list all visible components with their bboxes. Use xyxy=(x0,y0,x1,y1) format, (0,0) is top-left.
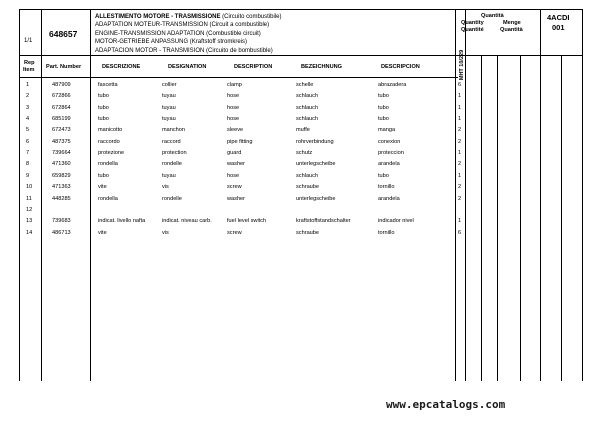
column-bezeichnung: BEZEICHNUNG xyxy=(301,64,343,70)
rep-cell: 11 xyxy=(26,195,32,202)
bezeichnung-cell: schlauch xyxy=(296,104,319,111)
qty-divider-2 xyxy=(481,55,482,381)
description-cell: fuel level switch xyxy=(227,218,267,225)
column-item: Item xyxy=(23,67,35,73)
descrizione-cell: tubo xyxy=(98,93,109,100)
top-border xyxy=(19,9,583,10)
title-line-es: ADAPTACION MOTOR - TRANSMISION (Circuito de bombustible) xyxy=(95,47,273,54)
page-index: 1/1 xyxy=(24,38,33,44)
rep-cell: 6 xyxy=(26,138,30,145)
vertical-code: MHT 10/229 xyxy=(459,49,465,81)
model-divider xyxy=(561,55,562,381)
designation-cell: tuyau xyxy=(162,104,176,111)
title-divider xyxy=(90,9,91,381)
descrizione-cell: rondella xyxy=(98,195,118,202)
part-number-cell: 487909 xyxy=(52,82,71,88)
quantity-cell: 2 xyxy=(458,195,462,202)
descripcion-cell: tubo xyxy=(378,93,389,100)
left-border xyxy=(19,9,20,381)
descripcion-cell: tubo xyxy=(378,172,389,179)
description-cell: clamp xyxy=(227,82,242,88)
part-number-cell: 672866 xyxy=(52,93,71,100)
description-cell: screw xyxy=(227,184,242,191)
column-part-number: Part. Number xyxy=(46,64,82,70)
designation-cell: protection xyxy=(162,150,187,157)
quantity-label-fr: Quantité xyxy=(461,27,484,33)
rep-cell: 12 xyxy=(26,206,33,213)
title-line-it: ALLESTIMENTO MOTORE - TRASMISSIONE (Circuito combustibile) xyxy=(95,14,282,20)
part-number-cell: 448285 xyxy=(52,195,71,202)
quantity-cell: 6 xyxy=(458,82,462,88)
column-description: DESCRIPTION xyxy=(234,64,273,70)
part-number-cell: 486713 xyxy=(52,229,71,236)
description-cell: hose xyxy=(227,116,240,123)
part-number-cell: 471360 xyxy=(52,161,71,168)
rep-cell: 9 xyxy=(26,172,30,179)
descrizione-cell: manicotto xyxy=(98,127,123,134)
descrizione-cell: indicat. livello nafta xyxy=(98,218,146,225)
column-designation: DESIGNATION xyxy=(168,64,207,70)
rep-cell: 7 xyxy=(26,150,30,157)
rep-cell: 3 xyxy=(26,104,30,111)
descrizione-cell: tubo xyxy=(98,104,109,111)
header-bottom-line xyxy=(19,55,583,56)
designation-cell: raccord xyxy=(162,138,181,145)
qty-divider-4 xyxy=(520,55,521,381)
model-variant: 001 xyxy=(552,23,565,32)
model-left-border xyxy=(540,9,541,381)
part-number-cell: 487375 xyxy=(52,138,71,145)
descrizione-cell: rondella xyxy=(98,161,118,168)
title-line-en: ENGINE-TRANSMISSION ADAPTATION (Combustible circuit) xyxy=(95,30,261,37)
bezeichnung-cell: schlauch xyxy=(296,93,319,100)
designation-cell: tuyau xyxy=(162,93,176,100)
rep-cell: 4 xyxy=(26,116,30,123)
qty-divider-1 xyxy=(465,9,466,381)
quantity-cell: 2 xyxy=(458,161,462,168)
part-number-cell: 685199 xyxy=(52,116,71,123)
descrizione-cell: raccordo xyxy=(98,138,120,145)
column-descripcion: DESCRIPCION xyxy=(381,64,420,70)
bezeichnung-cell: kraftstoffstandschalter xyxy=(296,218,351,225)
quantity-label-it: Quantità xyxy=(481,13,504,19)
bezeichnung-cell: schraube xyxy=(296,184,320,191)
part-number-cell: 672864 xyxy=(52,104,71,111)
descripcion-cell: proteccion xyxy=(378,150,404,157)
quantity-cell: 1 xyxy=(458,150,462,157)
bezeichnung-cell: muffe xyxy=(296,127,310,134)
quantity-cell: 2 xyxy=(458,127,462,134)
designation-cell: manchon xyxy=(162,127,186,134)
part-number-cell: 739683 xyxy=(52,218,71,225)
designation-cell: rondelle xyxy=(162,195,182,202)
part-number-cell: 471363 xyxy=(52,184,71,191)
descripcion-cell: manga xyxy=(378,127,396,134)
description-cell: pipe fitting xyxy=(227,138,253,145)
designation-cell: vis xyxy=(162,184,169,191)
descripcion-cell: abrazadera xyxy=(378,82,407,88)
title-line-fr: ADAPTATION MOTEUR-TRANSMISSION (Circuit a combustible) xyxy=(95,22,270,29)
bezeichnung-cell: unterlegscheibe xyxy=(296,195,336,202)
qty-left-border xyxy=(455,9,456,381)
title-line-de: MOTOR-GETRIEBE ANPASSUNG (Kraftstoff stromkreis) xyxy=(95,39,248,46)
rep-cell: 14 xyxy=(26,229,33,236)
designation-cell: indicat. niveau carb. xyxy=(162,218,212,225)
bezeichnung-cell: schutz xyxy=(296,150,313,157)
descrizione-cell: protezione xyxy=(98,150,125,157)
rep-cell: 5 xyxy=(26,127,30,134)
doc-number-divider xyxy=(41,9,42,56)
column-header-bottom-line xyxy=(19,77,458,78)
right-border xyxy=(582,9,583,381)
descripcion-cell: tornillo xyxy=(378,184,395,191)
rep-cell: 13 xyxy=(26,218,33,225)
descrizione-cell: vite xyxy=(98,229,107,236)
quantity-cell: 1 xyxy=(458,218,462,225)
quantity-cell: 6 xyxy=(458,229,462,236)
part-number-cell: 672473 xyxy=(52,127,71,134)
descrizione-cell: fascetta xyxy=(98,82,118,88)
descripcion-cell: tubo xyxy=(378,104,389,111)
rep-cell: 8 xyxy=(26,161,30,168)
menge-label: Menge xyxy=(503,20,521,26)
bezeichnung-cell: schraube xyxy=(296,229,320,236)
rep-cell: 1 xyxy=(26,82,30,88)
descripcion-cell: arandela xyxy=(378,195,400,202)
descrizione-cell: vite xyxy=(98,184,107,191)
qty-divider-3 xyxy=(497,55,498,381)
descrizione-cell: tubo xyxy=(98,116,109,123)
rep-cell: 10 xyxy=(26,184,33,191)
description-cell: screw xyxy=(227,229,242,236)
quantity-cell: 2 xyxy=(458,184,462,191)
part-number-cell: 739664 xyxy=(52,150,71,157)
quantity-label-en: Quantity xyxy=(461,20,484,26)
descripcion-cell: conexion xyxy=(378,138,401,145)
designation-cell: vis xyxy=(162,229,169,236)
rep-column-divider xyxy=(41,55,42,381)
designation-cell: tuyau xyxy=(162,116,176,123)
descripcion-cell: tubo xyxy=(378,116,389,123)
bezeichnung-cell: rohrverbindung xyxy=(296,138,334,145)
descripcion-cell: arandela xyxy=(378,161,400,168)
descripcion-cell: tornillo xyxy=(378,229,395,236)
watermark[interactable]: www.epcatalogs.com xyxy=(386,398,506,411)
quantity-cell: 1 xyxy=(458,104,462,111)
description-cell: hose xyxy=(227,104,240,111)
description-cell: washer xyxy=(227,195,246,202)
rep-cell: 2 xyxy=(26,93,30,100)
quantity-label-es: Quantità xyxy=(500,27,523,33)
column-rep: Rep xyxy=(24,60,35,66)
description-cell: washer xyxy=(227,161,246,168)
designation-cell: tuyau xyxy=(162,172,176,179)
quantity-cell: 1 xyxy=(458,116,462,123)
bezeichnung-cell: schlauch xyxy=(296,116,319,123)
description-cell: sleeve xyxy=(227,127,244,134)
title-block xyxy=(95,13,281,55)
descripcion-cell: indicador nivel xyxy=(378,218,414,225)
description-cell: hose xyxy=(227,172,240,179)
quantity-cell: 2 xyxy=(458,138,462,145)
quantity-cell: 1 xyxy=(458,93,462,100)
bezeichnung-cell: unterlegscheibe xyxy=(296,161,336,168)
part-number-cell: 659829 xyxy=(52,172,71,179)
quantity-cell: 1 xyxy=(458,172,462,179)
bezeichnung-cell: schelle xyxy=(296,82,314,88)
descrizione-cell: tubo xyxy=(98,172,109,179)
designation-cell: collier xyxy=(162,82,177,88)
model-code: 4ACDI xyxy=(547,13,570,22)
description-cell: guard xyxy=(227,150,242,157)
description-cell: hose xyxy=(227,93,240,100)
bezeichnung-cell: schlauch xyxy=(296,172,319,179)
doc-number: 648657 xyxy=(49,29,78,39)
column-descrizione: DESCRIZIONE xyxy=(102,64,141,70)
designation-cell: rondelle xyxy=(162,161,182,168)
